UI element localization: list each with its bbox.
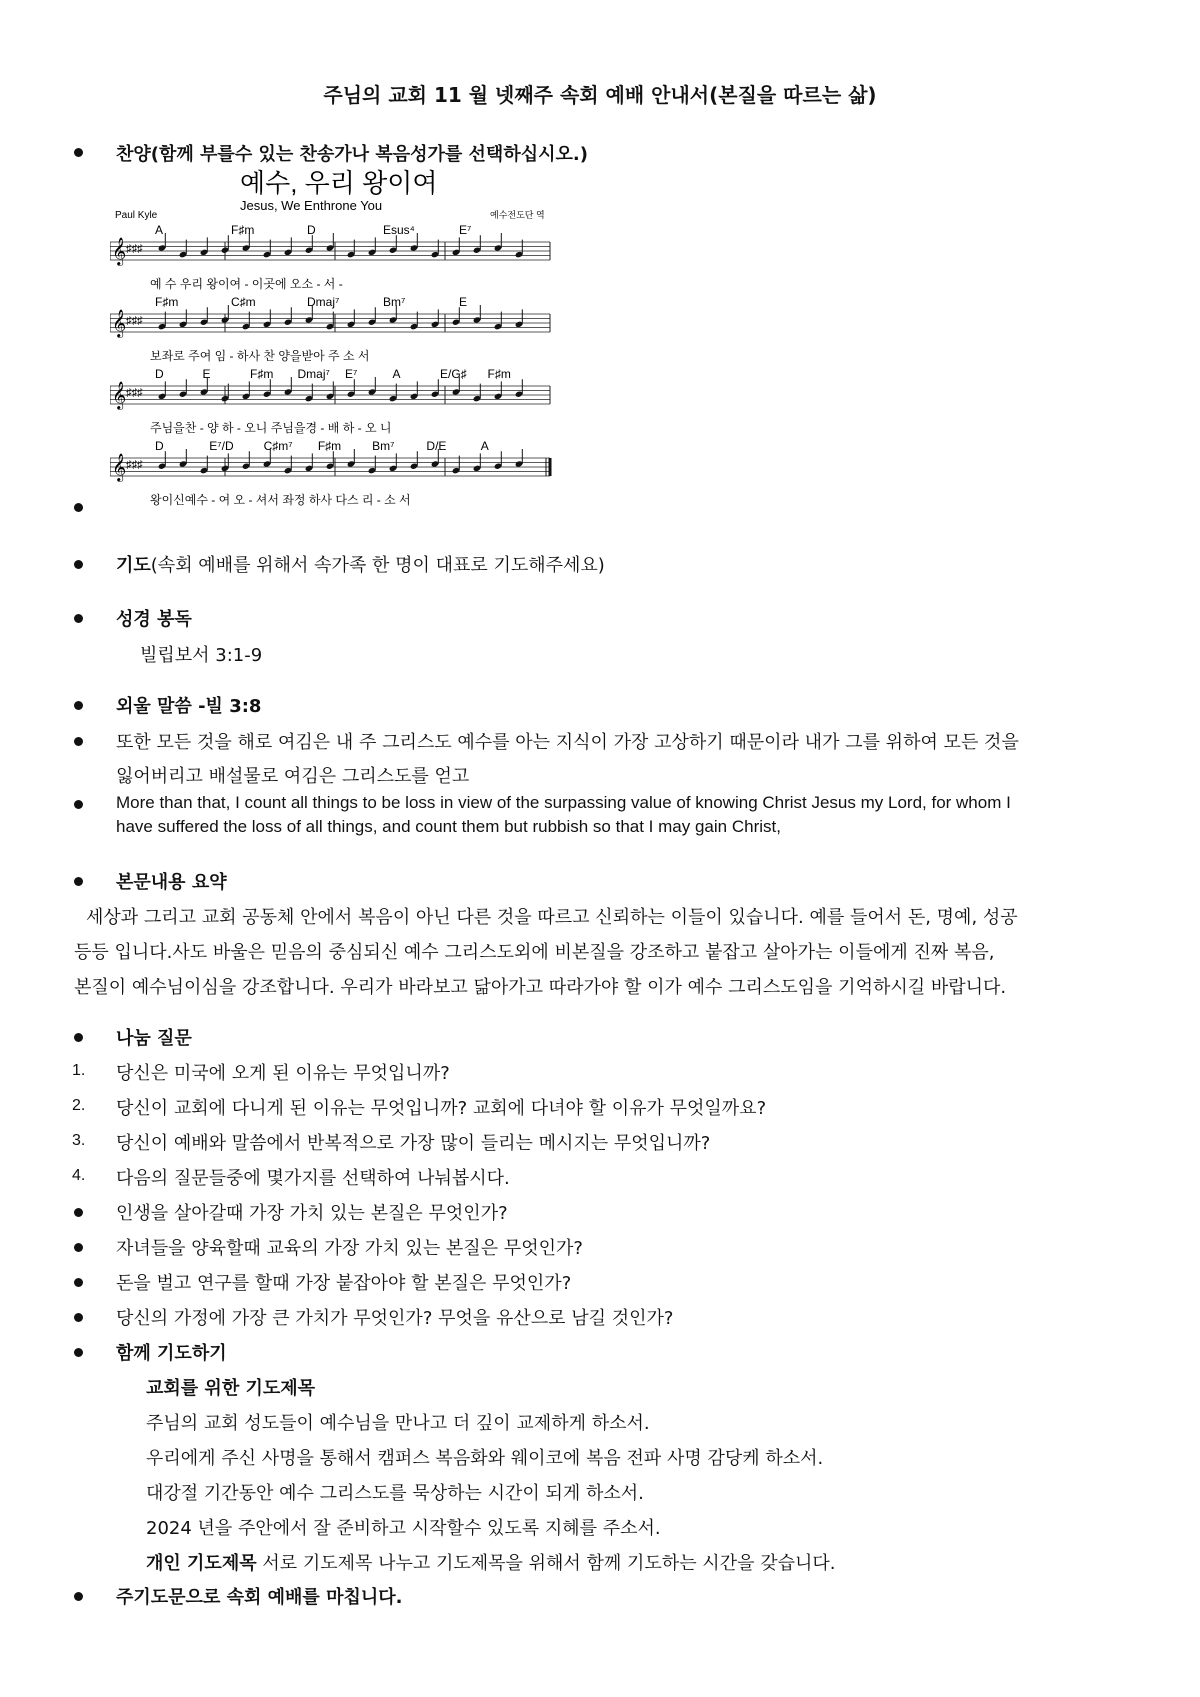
prayer-item: 주님의 교회 성도들이 예수님을 만나고 더 깊이 교제하게 하소서.: [146, 1413, 650, 1434]
treble-clef-icon: 𝄞: [112, 454, 127, 481]
chord-symbol: Bm⁷: [372, 439, 395, 453]
hymn-heading: 찬양(함께 부를수 있는 찬송가나 복음성가를 선택하십시오.): [116, 144, 588, 165]
bullet-icon: [74, 737, 83, 746]
memory-verse-korean-1: 또한 모든 것을 해로 여김은 내 주 그리스도 예수를 아는 지식이 가장 고상하기 때문이라 내가 그를 위하여 모든 것을: [116, 732, 1019, 753]
summary-line: 본질이 예수님이심을 강조합니다. 우리가 바라보고 닮아가고 따라가야 할 이가 예수 그리스도임을 기억하시길 바랍니다.: [74, 977, 1007, 998]
chord-symbol: D: [155, 367, 164, 381]
question-bullet: 당신의 가정에 가장 큰 가치가 무엇인가? 무엇을 유산으로 남길 것인가?: [116, 1308, 674, 1329]
bullet-icon: [74, 701, 83, 710]
question-text: 당신이 교회에 다니게 된 이유는 무엇입니까? 교회에 다녀야 할 이유가 무엇일까요?: [116, 1098, 767, 1119]
prayer-note: (속회 예배를 위해서 속가족 한 명이 대표로 기도해주세요): [150, 555, 605, 576]
chord-symbol: Bm⁷: [383, 295, 406, 309]
question-number: 3.: [72, 1132, 86, 1149]
summary-line: 등등 입니다.사도 바울은 믿음의 중심되신 예수 그리스도외에 비본질을 강조하고 붙잡고 살아가는 이들에게 진짜 복음,: [74, 942, 995, 963]
bullet-icon: [74, 614, 83, 623]
question-number: 1.: [72, 1062, 86, 1079]
chord-symbol: E⁷: [345, 367, 358, 381]
treble-clef-icon: 𝄞: [112, 382, 127, 409]
bullet-icon: [74, 503, 83, 512]
bullet-icon: [74, 148, 83, 157]
prayer-label: 기도: [116, 555, 151, 576]
chord-symbol: F♯m: [487, 367, 511, 381]
chord-symbol: Esus⁴: [383, 223, 415, 237]
lyric-line: 예 수 우리 왕이여 - 이곳에 오소 - 서 -: [150, 277, 343, 291]
chord-symbol: E⁷: [459, 223, 472, 237]
treble-clef-icon: 𝄞: [112, 310, 127, 337]
together-prayer-label: 함께 기도하기: [116, 1343, 227, 1364]
key-signature: ♯♯♯: [126, 243, 143, 255]
bullet-icon: [74, 800, 83, 809]
bullet-icon: [74, 560, 83, 569]
chord-symbol: F♯m: [317, 439, 342, 453]
questions-label: 나눔 질문: [116, 1028, 192, 1049]
page-title: 주님의 교회 11 월 넷째주 속회 예배 안내서(본질을 따르는 삶): [323, 83, 877, 107]
chord-symbol: F♯m: [155, 295, 179, 309]
lyric-line: 왕이신예수 - 여 오 - 셔서 좌정 하사 다스 리 - 소 서: [150, 493, 411, 507]
personal-prayer-text: 서로 기도제목 나누고 기도제목을 위해서 함께 기도하는 시간을 갖습니다.: [256, 1553, 836, 1574]
question-text: 당신이 예배와 말씀에서 반복적으로 가장 많이 들리는 메시지는 무엇입니까?: [116, 1133, 711, 1154]
song-title: 예수, 우리 왕이여: [240, 168, 438, 198]
sheet-music: [110, 160, 570, 515]
bullet-icon: [74, 1313, 83, 1322]
personal-prayer-line: [146, 1549, 835, 1575]
prayer-item: 대강절 기간동안 예수 그리스도를 묵상하는 시간이 되게 하소서.: [146, 1483, 644, 1504]
chord-symbol: A: [392, 367, 401, 381]
chord-symbol: A: [155, 223, 164, 237]
chord-symbol: E/G♯: [440, 367, 467, 381]
chord-symbol: D/E: [426, 439, 447, 453]
bullet-icon: [74, 1348, 83, 1357]
bullet-icon: [74, 1278, 83, 1287]
lyric-line: 주님을찬 - 양 하 - 오니 주님을경 - 배 하 - 오 니: [150, 421, 392, 435]
chord-symbol: E: [459, 295, 468, 309]
bullet-icon: [74, 1592, 83, 1601]
question-bullet: 자녀들을 양육할때 교육의 가장 가치 있는 본질은 무엇인가?: [116, 1238, 583, 1259]
chord-symbol: D: [155, 439, 164, 453]
composer: Paul Kyle: [115, 210, 158, 221]
reading-passage: 빌립보서 3:1-9: [140, 645, 263, 666]
translator: 예수전도단 역: [490, 210, 545, 220]
question-bullet: 인생을 살아갈때 가장 가치 있는 본질은 무엇인가?: [116, 1203, 508, 1224]
chord-symbol: D: [307, 223, 316, 237]
treble-clef-icon: 𝄞: [112, 238, 127, 265]
memory-verse-korean-2: 잃어버리고 배설물로 여김은 그리스도를 얻고: [116, 766, 470, 787]
question-text: 당신은 미국에 오게 된 이유는 무엇입니까?: [116, 1063, 450, 1084]
song-subtitle: Jesus, We Enthrone You: [240, 198, 383, 213]
closing-text: 주기도문으로 속회 예배를 마칩니다.: [116, 1587, 403, 1608]
memory-verse-label: 외울 말씀 -빌 3:8: [116, 696, 262, 717]
chord-symbol: F♯m: [231, 223, 255, 237]
question-number: 2.: [72, 1097, 86, 1114]
reading-label: 성경 봉독: [116, 609, 192, 630]
question-bullet: 돈을 벌고 연구를 할때 가장 붙잡아야 할 본질은 무엇인가?: [116, 1273, 572, 1294]
chord-symbol: F♯m: [250, 367, 274, 381]
church-prayer-heading: 교회를 위한 기도제목: [146, 1378, 316, 1399]
personal-prayer-label: 개인 기도제목: [146, 1553, 257, 1574]
key-signature: ♯♯♯: [126, 315, 143, 327]
summary-line: 세상과 그리고 교회 공동체 안에서 복음이 아닌 다른 것을 따르고 신뢰하는 이들이 있습니다. 예를 들어서 돈, 명예, 성공: [86, 907, 1018, 928]
memory-verse-english-2: have suffered the loss of all things, and count them but rubbish so that I may gain Christ,: [116, 817, 781, 836]
prayer-item: 우리에게 주신 사명을 통해서 캠퍼스 복음화와 웨이코에 복음 전파 사명 감당케 하소서.: [146, 1448, 824, 1469]
bullet-icon: [74, 1208, 83, 1217]
chord-symbol: A: [480, 439, 489, 453]
question-text: 다음의 질문들중에 몇가지를 선택하여 나눠봅시다.: [116, 1168, 510, 1189]
lyric-line: 보좌로 주여 임 - 하사 찬 양을받아 주 소 서: [150, 349, 370, 363]
prayer-item: 2024 년을 주안에서 잘 준비하고 시작할수 있도록 지혜를 주소서.: [146, 1518, 661, 1539]
chord-symbol: E⁷/D: [209, 439, 234, 453]
bullet-icon: [74, 1033, 83, 1042]
key-signature: ♯♯♯: [126, 387, 143, 399]
chord-symbol: Dmaj⁷: [297, 367, 330, 381]
prayer-line: [116, 551, 605, 577]
bullet-icon: [74, 1243, 83, 1252]
key-signature: ♯♯♯: [126, 459, 143, 471]
memory-verse-english-1: More than that, I count all things to be loss in view of the surpassing value of knowing Christ Jesus my Lord, for whom I: [116, 793, 1011, 812]
question-number: 4.: [72, 1167, 86, 1184]
chord-symbols: [155, 223, 511, 453]
bullet-icon: [74, 877, 83, 886]
summary-label: 본문내용 요약: [116, 872, 227, 893]
chord-symbol: E: [202, 367, 211, 381]
chord-symbol: Dmaj⁷: [307, 295, 340, 309]
chord-symbol: C♯m: [231, 295, 256, 309]
chord-symbol: C♯m⁷: [263, 439, 293, 453]
